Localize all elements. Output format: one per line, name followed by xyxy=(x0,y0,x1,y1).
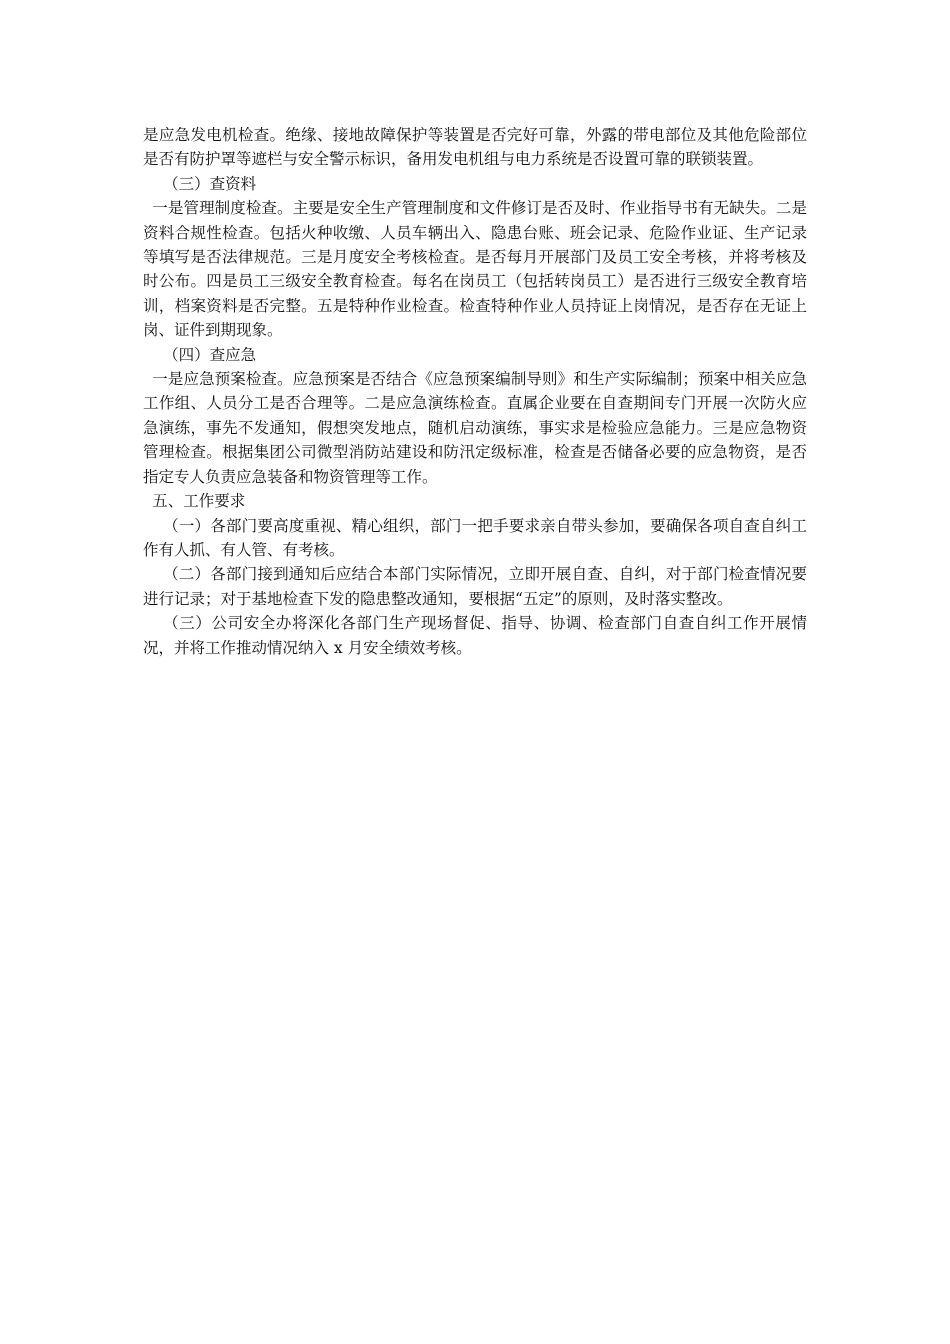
paragraph-emergency-check: 一是应急预案检查。应急预案是否结合《应急预案编制导则》和生产实际编制；预案中相关应急工作组、人员分工是否合理等。二是应急演练检查。直属企业要在自查期间专门开展一次防火应急演练，事先不发通知，假想突发地点，随机启动演练，事实求是检验应急能力。三是应急物资管理检查。根据集团公司微型消防站建设和防汛定级标准，检查是否储备必要的应急物资，是否指定专人负责应急装备和物资管理等工作。 xyxy=(143,370,807,486)
paragraph-requirement-1: （一）各部门要高度重视、精心组织，部门一把手要求亲自带头参加，要确保各项自查自纠工作有人抓、有人管、有考核。 xyxy=(143,516,807,559)
paragraph-requirement-2: （二）各部门接到通知后应结合本部门实际情况，立即开展自查、自纠，对于部门检查情况要进行记录；对于基地检查下发的隐患整改通知，要根据“五定”的原则，及时落实整改。 xyxy=(143,565,807,608)
paragraph-generator-check: 是应急发电机检查。绝缘、接地故障保护等装置是否完好可靠，外露的带电部位及其他危险部位是否有防护罩等遮栏与安全警示标识，备用发电机组与电力系统是否设置可靠的联锁装置。 xyxy=(143,126,807,169)
heading-check-documents: （三）查资料 xyxy=(163,174,257,193)
paragraph-documents-check: 一是管理制度检查。主要是安全生产管理制度和文件修订是否及时、作业指导书有无缺失。二是资料合规性检查。包括火种收缴、人员车辆出入、隐患台账、班会记录、危险作业证、生产记录等填写是否法律规范。三是月度安全考核检查。是否每月开展部门及员工安全考核，并将考核及时公布。四是员工三级安全教育检查。每名在岗员工（包括转岗员工）是否进行三级安全教育培训，档案资料是否完整。五是特种作业检查。检查特种作业人员持证上岗情况，是否存在无证上岗、证件到期现象。 xyxy=(143,199,807,340)
document-body xyxy=(143,123,807,660)
heading-check-emergency: （四）查应急 xyxy=(163,345,257,364)
heading-work-requirements: 五、工作要求 xyxy=(152,492,246,511)
paragraph-requirement-3: （三）公司安全办将深化各部门生产现场督促、指导、协调、检查部门自查自纠工作开展情况，并将工作推动情况纳入 x 月安全绩效考核。 xyxy=(143,614,807,657)
